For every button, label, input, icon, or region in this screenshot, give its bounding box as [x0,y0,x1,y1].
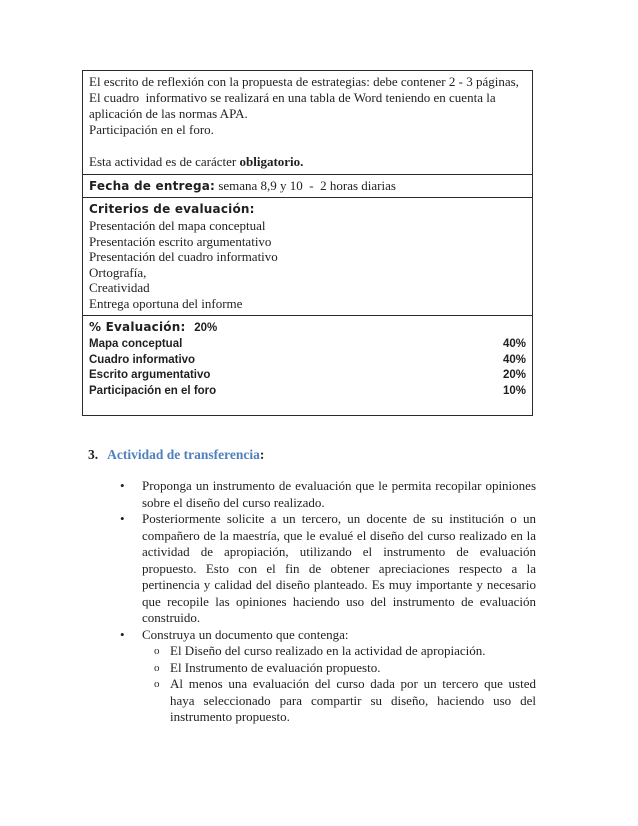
sub-list-item [154,643,536,660]
bullet-text: Proponga un instrumento de evaluación que le permita recopilar opiniones sobre el diseño del curso realizado. [142,478,536,510]
sub-list-item [154,676,536,726]
sub-list-item [154,660,536,677]
evaluation-item-name: Escrito argumentativo [89,369,211,381]
due-date-line [89,177,526,195]
mandatory-note [89,154,526,170]
sub-bullet-icon: o [154,661,160,674]
criteria-item: Creatividad [89,280,150,295]
sub-bullet-text: El Instrumento de evaluación propuesto. [170,659,381,675]
table-row-description [83,71,532,175]
evaluation-item-percent: 10% [502,384,526,397]
criteria-item: Presentación del cuadro informativo [89,249,278,264]
evaluation-item [89,353,526,369]
bullet-icon: • [120,511,125,526]
evaluation-label: % Evaluación: [89,320,186,334]
bullet-icon: • [120,478,125,493]
table-row-due-date [83,175,532,198]
evaluation-item-name: Mapa conceptual [89,338,183,350]
activity-info-table [82,70,533,416]
list-item [116,627,536,726]
list-item [116,478,536,511]
criteria-item: Presentación escrito argumentativo [89,233,272,249]
bullet-list [82,478,536,726]
table-row-criteria [83,198,532,316]
section-heading [82,447,533,463]
criteria-item: Presentación del mapa conceptual [89,218,266,233]
criteria-label: Criterios de evaluación: [89,202,255,216]
sub-bullet-icon: o [154,678,160,690]
bullet-text-label: Construya un documento que contenga: [142,626,349,642]
due-date-label: Fecha de entrega: [89,179,216,193]
evaluation-total: 20% [194,322,218,334]
mandatory-note-prefix: Esta actividad es de carácter [89,154,240,169]
list-item [116,511,536,627]
bullet-text [142,627,536,726]
mandatory-note-bold: obligatorio. [239,154,304,169]
bullet-icon: • [120,626,125,642]
section-title-colon: : [259,447,265,462]
bullet-text: Posteriormente solicite a un tercero, un docente de su institución o un compañero de la maestría, que le evalué el diseño del curso realizado en la actividad de apropiación, utilizando el instrumento de evaluación propuesto. Esto con el fin de obtener apreciaciones respecto a la pertinencia y calidad del diseño planteado. Es muy importante y necesario que recopile las opiniones haciendo uso del instrumento de evaluación construido. [142,511,536,625]
evaluation-header [89,319,526,337]
blank-line [89,138,526,154]
sub-bullet-list [142,643,536,726]
evaluation-item-percent: 40% [502,338,526,350]
evaluation-item [89,368,526,384]
evaluation-item-name: Participación en el foro [89,384,217,397]
section-title: Actividad de transferencia [107,447,260,462]
description-line: Participación en el foro. [89,122,214,137]
evaluation-item-name: Cuadro informativo [89,353,196,366]
description-line: El cuadro informativo se realizará en una tabla de Word teniendo en cuenta la [89,90,496,105]
evaluation-item-percent: 20% [502,369,526,381]
section-number: 3. [88,447,99,462]
sub-bullet-text: Al menos una evaluación del curso dada por un tercero que usted haya seleccionado para compartir su diseño, haciendo uso del instrumento propuesto. [170,676,536,724]
description-line: aplicación de las normas APA. [89,106,248,121]
table-row-evaluation [83,316,532,415]
evaluation-item [89,384,526,400]
section-transfer-activity [82,447,536,726]
document-body [82,70,536,726]
evaluation-item-percent: 40% [502,353,526,366]
due-date-value: semana 8,9 y 10 - 2 horas diarias [215,178,396,193]
criteria-item: Entrega oportuna del informe [89,295,243,311]
sub-bullet-icon: o [154,645,160,657]
evaluation-item [89,337,526,353]
sub-bullet-text: El Diseño del curso realizado en la actividad de apropiación. [170,643,486,658]
description-line: El escrito de reflexión con la propuesta de estrategias: debe contener 2 - 3 páginas, [89,74,519,89]
criteria-item: Ortografía, [89,264,147,280]
